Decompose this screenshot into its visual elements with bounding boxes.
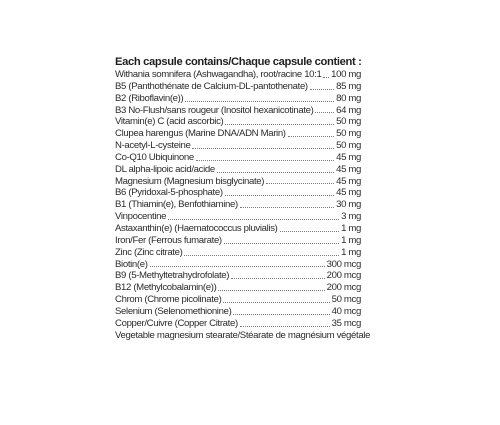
dot-leader bbox=[266, 183, 334, 184]
ingredient-amount: 50 mg bbox=[336, 140, 361, 152]
ingredient-row bbox=[115, 282, 361, 294]
ingredients-list bbox=[115, 69, 361, 330]
ingredient-amount: 1 mg bbox=[341, 246, 361, 258]
ingredient-name: B3 No-Flush/sans rougeur (Inositol hexanicotinate) bbox=[115, 104, 314, 116]
ingredient-name: B2 (Riboflavin(e)) bbox=[115, 92, 184, 104]
dot-leader bbox=[185, 101, 334, 102]
ingredient-row bbox=[115, 211, 361, 223]
ingredient-name: B6 (Pyridoxal-5-phosphate) bbox=[115, 187, 223, 199]
dot-leader bbox=[150, 266, 325, 267]
ingredient-name: B9 (5-Methyltetrahydrofolate) bbox=[115, 270, 230, 282]
ingredient-amount: 30 mg bbox=[336, 199, 361, 211]
ingredient-row bbox=[115, 306, 361, 318]
ingredient-amount: 80 mg bbox=[336, 92, 361, 104]
dot-leader bbox=[218, 290, 324, 291]
ingredient-amount: 200 mcg bbox=[326, 282, 361, 294]
ingredients-heading: Each capsule contains/Chaque capsule contient : bbox=[115, 56, 362, 68]
ingredient-amount: 35 mcg bbox=[331, 317, 361, 329]
dot-leader bbox=[224, 243, 339, 244]
ingredient-amount: 45 mg bbox=[336, 163, 361, 175]
ingredient-amount: 40 mcg bbox=[331, 305, 361, 317]
dot-leader bbox=[310, 89, 334, 90]
dot-leader bbox=[231, 278, 325, 279]
dot-leader bbox=[217, 172, 334, 173]
ingredient-name: Vitamin(e) C (acid ascorbic) bbox=[115, 116, 224, 128]
ingredient-name: Astaxanthin(e) (Haematococcus pluvialis) bbox=[115, 222, 278, 234]
ingredient-amount: 1 mg bbox=[341, 222, 361, 234]
ingredient-row bbox=[115, 128, 361, 140]
ingredient-amount: 45 mg bbox=[336, 175, 361, 187]
ingredient-name: Vinpocentine bbox=[115, 211, 167, 223]
ingredient-amount: 64 mg bbox=[336, 104, 361, 116]
other-ingredients-text: Vegetable magnesium stearate/Stéarate de magnésium végétale bbox=[115, 329, 371, 341]
ingredient-name: Co-Q10 Ubiquinone bbox=[115, 151, 194, 163]
ingredient-name: Magnesium (Magnesium bisglycinate) bbox=[115, 175, 265, 187]
ingredient-name: Copper/Cuivre (Copper Citrate) bbox=[115, 317, 238, 329]
ingredient-row bbox=[115, 247, 361, 259]
ingredient-name: Chrom (Chrome picolinate) bbox=[115, 294, 222, 306]
supplement-facts-panel bbox=[115, 55, 371, 341]
dot-leader bbox=[233, 314, 329, 315]
dot-leader bbox=[196, 160, 334, 161]
ingredient-row bbox=[115, 152, 361, 164]
dot-leader bbox=[192, 148, 334, 149]
ingredient-amount: 50 mg bbox=[336, 116, 361, 128]
ingredient-amount: 1 mg bbox=[341, 234, 361, 246]
ingredient-row bbox=[115, 164, 361, 176]
ingredient-amount: 50 mcg bbox=[331, 294, 361, 306]
ingredient-amount: 50 mg bbox=[336, 128, 361, 140]
ingredient-row bbox=[115, 199, 361, 211]
ingredient-name: N-acetyl-L-cysteine bbox=[115, 140, 191, 152]
ingredient-row bbox=[115, 259, 361, 271]
ingredient-amount: 3 mg bbox=[341, 211, 361, 223]
dot-leader bbox=[240, 326, 330, 327]
ingredient-row bbox=[115, 93, 361, 105]
ingredient-row bbox=[115, 318, 361, 330]
dot-leader bbox=[168, 219, 339, 220]
ingredient-row bbox=[115, 69, 361, 81]
dot-leader bbox=[184, 255, 339, 256]
ingredient-name: Zinc (Zinc citrate) bbox=[115, 246, 183, 258]
ingredient-row bbox=[115, 116, 361, 128]
ingredient-row bbox=[115, 105, 361, 117]
dot-leader bbox=[240, 207, 334, 208]
ingredient-row bbox=[115, 140, 361, 152]
ingredient-name: B12 (Methylcobalamin(e)) bbox=[115, 282, 217, 294]
ingredient-row bbox=[115, 81, 361, 93]
ingredient-name: DL alpha-lipoic acid/acide bbox=[115, 163, 215, 175]
ingredient-name: Selenium (Selenomethionine) bbox=[115, 305, 232, 317]
ingredient-row bbox=[115, 176, 361, 188]
ingredient-row bbox=[115, 187, 361, 199]
ingredient-name: B5 (Panthothénate de Calcium-DL-pantothenate) bbox=[115, 80, 308, 92]
ingredient-name: Iron/Fer (Ferrous fumarate) bbox=[115, 234, 222, 246]
ingredient-amount: 300 mcg bbox=[326, 258, 361, 270]
dot-leader bbox=[225, 124, 334, 125]
ingredient-amount: 85 mg bbox=[336, 80, 361, 92]
ingredient-amount: 100 mg bbox=[331, 69, 361, 80]
ingredient-row bbox=[115, 235, 361, 247]
ingredient-row bbox=[115, 270, 361, 282]
ingredient-amount: 200 mcg bbox=[326, 270, 361, 282]
ingredient-name: B1 (Thiamin(e), Benfothiamine) bbox=[115, 199, 238, 211]
dot-leader bbox=[288, 136, 334, 137]
ingredient-row bbox=[115, 223, 361, 235]
ingredient-row bbox=[115, 294, 361, 306]
ingredient-amount: 45 mg bbox=[336, 187, 361, 199]
dot-leader bbox=[225, 195, 334, 196]
dot-leader bbox=[315, 112, 334, 113]
ingredient-name: Biotin(e) bbox=[115, 258, 148, 270]
dot-leader bbox=[323, 77, 329, 78]
ingredient-amount: 45 mg bbox=[336, 151, 361, 163]
ingredient-name: Clupea harengus (Marine DNA/ADN Marin) bbox=[115, 128, 286, 140]
dot-leader bbox=[280, 231, 340, 232]
ingredient-name: Withania somnifera (Ashwagandha), root/racine 10:1 bbox=[115, 69, 322, 80]
dot-leader bbox=[223, 302, 329, 303]
